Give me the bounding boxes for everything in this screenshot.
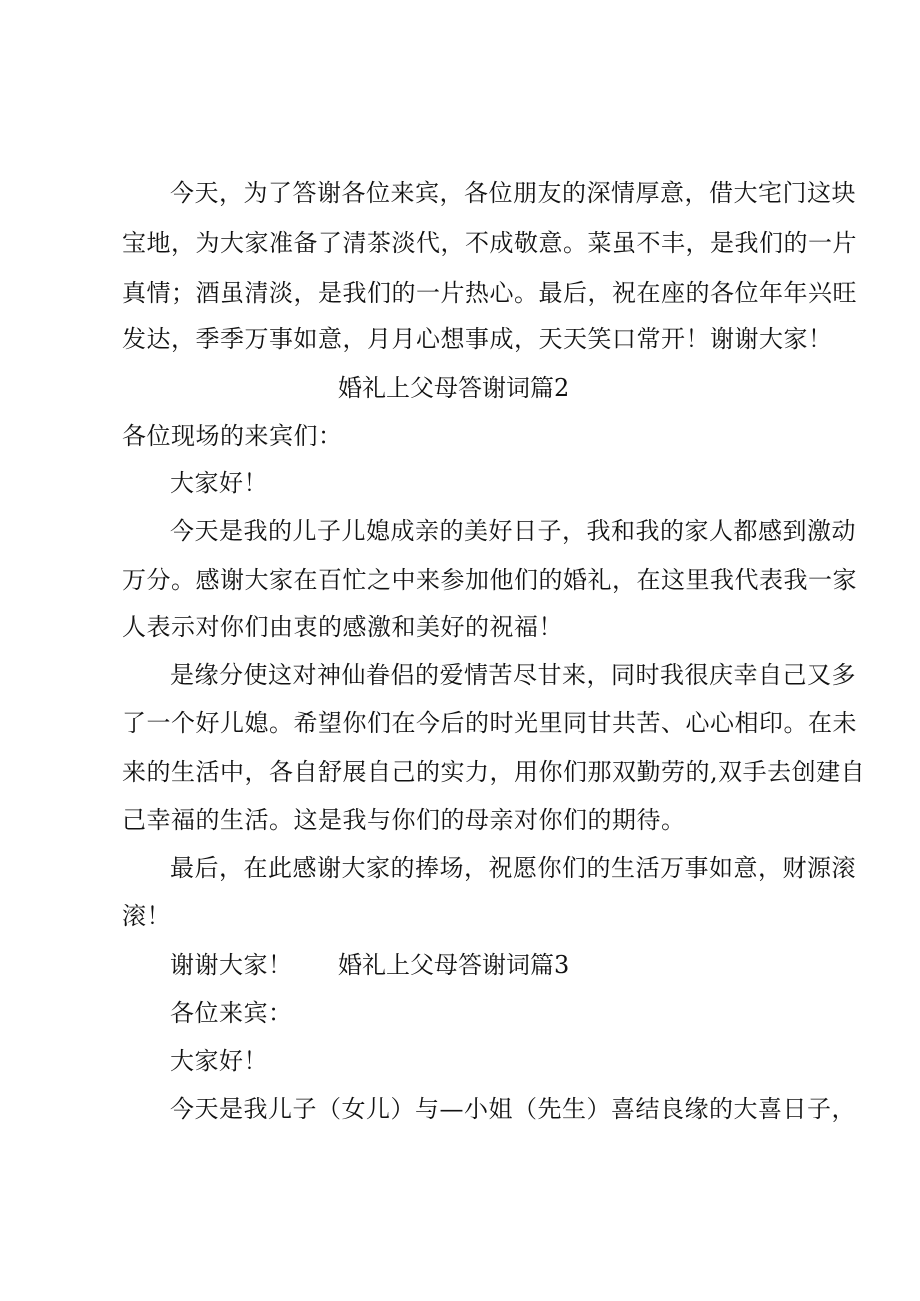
section-title-2: 婚礼上父母答谢词篇2 — [338, 374, 570, 402]
paragraph-line: 最后，在此感谢大家的捧场，祝愿你们的生活万事如意，财源滚 — [170, 854, 856, 882]
salutation: 各位来宾： — [170, 999, 293, 1027]
paragraph-line: 万分。感谢大家在百忙之中来参加他们的婚礼，在这里我代表我一家 — [122, 566, 857, 594]
paragraph-line: 人表示对你们由衷的感激和美好的祝福！ — [122, 613, 563, 641]
paragraph-line: 今天是我的儿子儿媳成亲的美好日子，我和我的家人都感到激动 — [170, 517, 856, 545]
paragraph-line: 滚！ — [122, 902, 171, 930]
paragraph-line: 今天是我儿子（女儿）与—小姐（先生）喜结良缘的大喜日子， — [170, 1095, 856, 1123]
paragraph-line: 真情；酒虽清淡，是我们的一片热心。最后，祝在座的各位年年兴旺 — [122, 279, 857, 307]
thanks-line: 谢谢大家！ — [170, 951, 293, 979]
paragraph-line: 己幸福的生活。这是我与你们的母亲对你们的期待。 — [122, 806, 686, 834]
paragraph-line: 来的生活中，各自舒展自己的实力，用你们那双勤劳的,双手去创建自 — [122, 758, 866, 786]
paragraph-line: 是缘分使这对神仙眷侣的爱情苦尽甘来，同时我很庆幸自己又多 — [170, 661, 856, 689]
paragraph-line: 了一个好儿媳。希望你们在今后的时光里同甘共苦、心心相印。在未 — [122, 709, 857, 737]
section-title-3: 婚礼上父母答谢词篇3 — [338, 951, 570, 979]
greeting: 大家好！ — [170, 1047, 268, 1075]
paragraph-line: 发达，季季万事如意，月月心想事成，天天笑口常开！谢谢大家！ — [122, 325, 833, 353]
greeting: 大家好！ — [170, 469, 268, 497]
paragraph-line: 宝地，为大家准备了清茶淡代，不成敬意。菜虽不丰，是我们的一片 — [122, 229, 857, 257]
paragraph-line: 今天，为了答谢各位来宾，各位朋友的深情厚意，借大宅门这块 — [170, 179, 856, 207]
salutation: 各位现场的来宾们： — [122, 422, 343, 450]
